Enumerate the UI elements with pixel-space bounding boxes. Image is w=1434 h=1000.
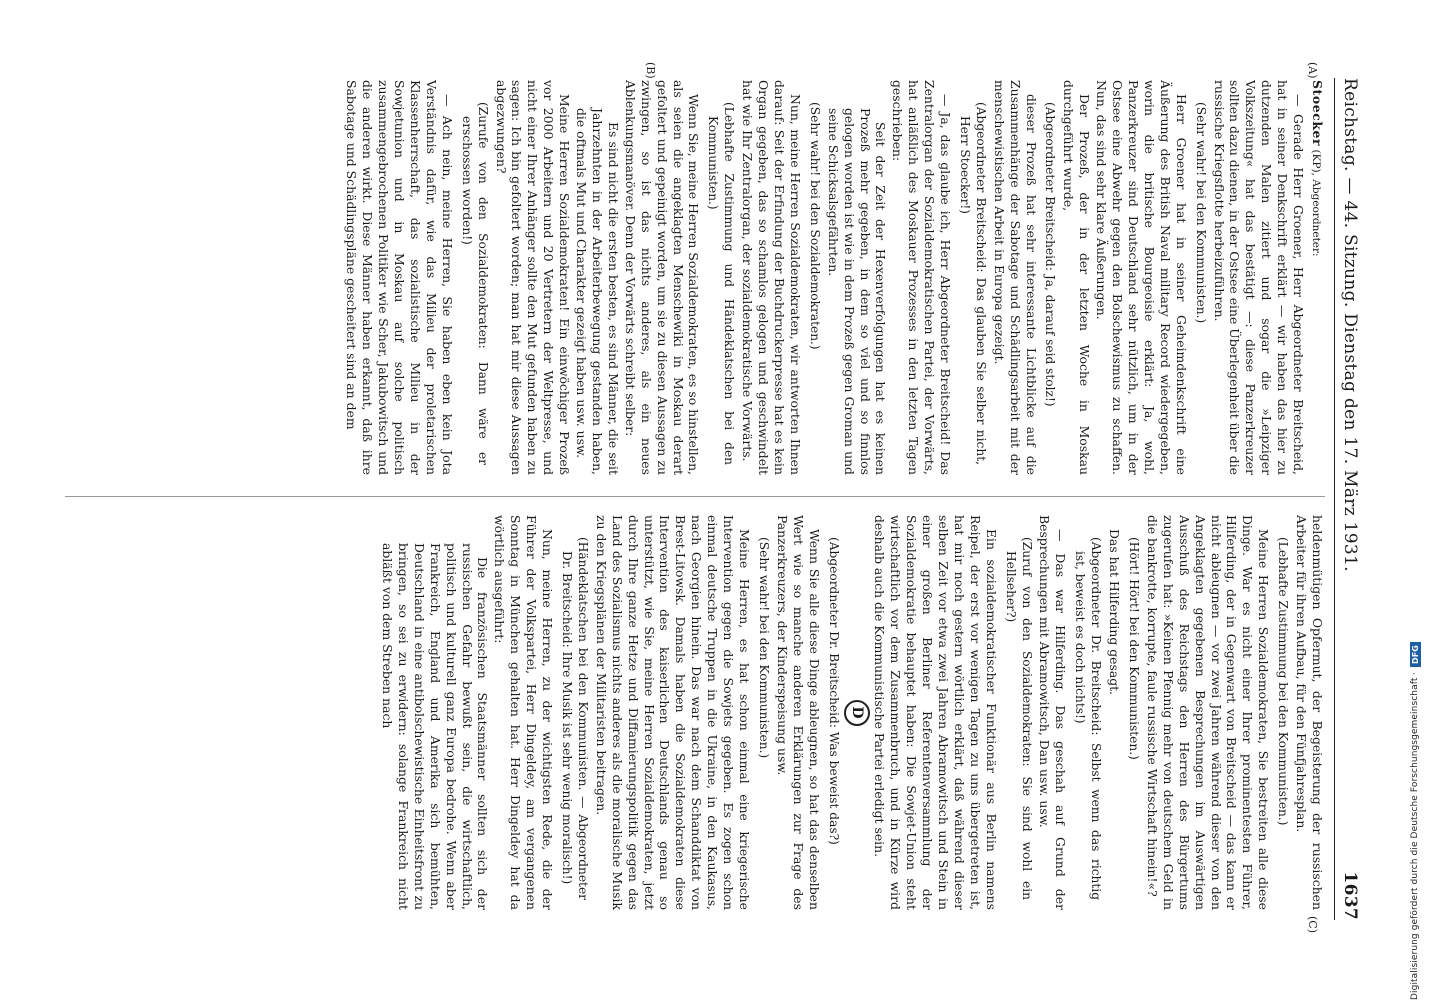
interjection: (Zuruf von den Sozialdemokraten: Sie sind wohl ein Hellseher?) [1003, 537, 1034, 900]
paragraph: — Das war Hilferding. Das geschah auf Grund der Besprechungen mit Abramowitsch, Dan usw. usw. [1037, 515, 1069, 910]
paragraph: — Ja, das glaube ich, Herr Abgeordneter Breitscheid! Das Zentralorgan der Sozialdemokratischen Partei, der Vorwärts, hat anläßlich des Moskauer Prozesses in den letzten Tagen geschrieben: [890, 80, 954, 475]
interjection: (Sehr wahr! bei den Kommunisten.) [1193, 102, 1208, 324]
running-title: Reichstag. — 44. Sitzung. Dienstag den 17. März 1931. [1340, 78, 1360, 572]
interjection: (Abgeordneter Breitscheid: Das glauben Sie selber nicht, Herr Stoecker!) [957, 102, 988, 465]
margin-mark-b: (B) [644, 62, 657, 79]
paragraph: Herr Groener hat in seiner Geheimdenkschrift eine Äußerung des British Naval military Record wiedergegeben, worin die britische Bourgeoisie erklärt: Ja, wohl, Panzerkreuzer sind Deutschland sehr nützlich, um in der Ostsee eine Abwehr gegen den Bolschewismus zu schaffen. Nun, das sind sehr klare Äußerungen. [1094, 80, 1189, 475]
interjection: (Sehr wahr! bei den Kommunisten.) [756, 537, 771, 759]
interjection: (Händeklatschen bei den Kommunisten. — Abgeordneter Dr. Breitscheid: Ihre Musik ist sehr wenig moralisch!) [560, 537, 590, 900]
interjection: (Abgeordneter Breitscheid: Ja, darauf seid stolz!) [1043, 102, 1058, 407]
quotation: Es sind nicht die ersten besten, es sind Männer, die seit Jahrzehnten in der Arbeiterbewegung gestanden haben, die oftmals Mut und Charakter gezeigt haben usw. usw. [574, 108, 621, 475]
paragraph: Meine Herren, es hat schon einmal eine kriegerische Intervention gegen die Sowjets gegeben. Es zogen schon einmal deutsche Truppen in die Ukraine, in den Kaukasus, nach Georgien hinein. Das war nach dem Schanddiktat von Brest-Litowsk. Damals haben die Sozialdemokraten diese Intervention des kaiserlichen Deutschlands genau so unterstützt, wie Sie, meine Herren Sozialdemokraten, jetzt durch Ihre ganze Hetze und Diffamierungspolitik gegen das Land des Sozialismus nichts anderes als die moralische Musik zu den Kriegsplänen der Militaristen beitragen. [593, 515, 752, 910]
page-number: 1637 [1340, 871, 1360, 920]
right-column [63, 515, 1325, 910]
interjection: (Hört! Hört! bei den Kommunisten.) [1127, 537, 1142, 760]
left-column [63, 80, 1325, 475]
section-marker-d: D [844, 700, 870, 726]
margin-mark-a: (A) [1306, 62, 1319, 79]
paragraph: heldenmütigen Opfermut, der Begeisterung der russischen Arbeiter für ihren Aufbau, für den Fünfjahresplan. [1294, 515, 1325, 910]
paragraph: Meine Herren Sozialdemokraten, Sie bestreiten alle diese Dinge. War es nicht einer Ihrer prominentesten Führer, Hilferding, der in Gegenwart von Breitscheid — das kann er nicht ableugnen — vor zwei Jahren während dieser von den Angeklagten gegebenen Besprechungen im Auswärtigen Ausschuß des Reichstags den Herren des Bürgertums zugerufen hat: »Keinen Pfennig mehr von deutschem Geld in die bankrotte, korrupte, faule russische Wirtschaft hinein!«? [1144, 515, 1272, 910]
paragraph: Nun, meine Herren, zu der wichtigsten Rede, die der Führer der Volkspartei, Herr Dingeldey, am vergangenen Sonntag in München gehalten hat. Herr Dingeldey hat da wörtlich ausgeführt: [492, 515, 556, 910]
speaker-party: (KP), Abgeordneter: [1310, 146, 1322, 257]
interjection: (Sehr wahr! bei den Sozialdemokraten.) [807, 102, 822, 350]
speaker-line [1307, 80, 1325, 475]
quotation: Seit der Zeit der Hexenverfolgungen hat es keinen Prozeß mehr gegeben, in dem so viel und so finnlos gelogen worden ist wie in dem Prozeß gegen Groman und seine Schicksalsgefährten. [825, 108, 889, 475]
speaker-name: Stoecker [1310, 80, 1325, 147]
column-divider [65, 496, 1325, 497]
paragraph: Der Prozeß, der in der letzten Woche in Moskau durchgeführt wurde, [1061, 80, 1093, 475]
dfg-logo: DFG [1410, 642, 1421, 667]
paragraph: Nun, meine Herren Sozialdemokraten, wir antworten Ihnen darauf: Seit der Erfindung der Buchdruckerpresse hat es kein Organ gegeben, das so schamlos gelogen und geschwindelt hat wie Ihr Zentralorgan, der sozialdemokratische Vorwärts. [740, 80, 803, 475]
interjection: (Lebhafte Zustimmung und Händeklatschen bei den Kommunisten.) [706, 102, 737, 465]
paragraph: Wenn Sie alle diese Dinge ableugnen, so hat das denselben Wert wie so manche anderen Erklärungen zur Frage des Panzerkreuzers, der Kinderspeisung usw. [774, 515, 822, 910]
margin-mark-c: (C) [1306, 916, 1319, 933]
paragraph: Meine Herren Sozialdemokraten! Ein einwöchiger Prozeß vor 2000 Arbeitern und 20 Vertretern der Weltpresse, und nicht einer Ihrer Anhänger sollte den Mut gefunden haben zu sagen: Ich bin gefoltert worden; man hat mir diese Aussagen abgezwungen? [493, 80, 573, 475]
paragraph: — Ach nein, meine Herren, Sie haben eben kein Jota Verständnis dafür, wie das Milieu der proletarischen Klassenherrschaft, das sozialistische Milieu in der Sowjetunion und in Moskau auf solche politisch zusammengebrochenen Politiker wie Scher, Jakubowitsch und die anderen wirkt. Diese Männer haben erkannt, daß ihre Sabotage und Schädlingspläne gescheitert sind an dem [344, 80, 455, 475]
digitization-stamp: Digitalisierung gefördert durch die Deutsche Forschungsgemeinschaft · DFG [1410, 8, 1432, 1000]
paragraph: — Gerade Herr Groener, Herr Abgeordneter Breitscheid, hat in seiner Denkschrift erklärt — wir haben das hier zu dutzenden Malen zitiert und sogar die »Leipziger Volkszeitung« hat das bestätigt —: diese Panzerkreuzer sollten dazu dienen, in der Ostsee eine Überlegenheit über die russische Kriegsflotte herbeizuführen. [1211, 80, 1307, 475]
interjection: (Lebhafte Zustimmung bei den Kommunisten.) [1276, 537, 1291, 826]
interjection: (Abgeordneter Dr. Breitscheid: Selbst wenn das richtig ist, beweist es doch nichts!) [1073, 537, 1104, 900]
paragraph: Ein sozialdemokratischer Funktionär aus Berlin namens Reipel, der erst vor wenigen Tagen zu uns übergetreten ist, hat mir noch gestern wörtlich erklärt, daß während dieser selben Zeit vor etwa zwei Jahren Abramowitsch und Stein in einer großen Berliner Referentenversammlung der Sozialdemokratie behauptet haben: Die Sowjet-Union steht wirtschaftlich vor dem Zusammenbruch, und in Kürze wird deshalb auch die Kommunistische Partei erledigt sein. [872, 515, 999, 910]
stamp-text: Digitalisierung gefördert durch die Deutsche Forschungsgemeinschaft [1410, 677, 1420, 1000]
page-header [1334, 78, 1365, 920]
document-page [57, 60, 1377, 940]
paragraph: Wenn Sie, meine Herren Sozialdemokraten, es so hinstellen, als seien die angeklagten Menschewiki in Moskau derart gefoltert und gepeinigt worden, um sie zu diesen Aussagen zu zwingen, so ist das nichts anderes, als ein neues Ablenkungsmanöver. Denn der Vorwärts schreibt selber: [622, 80, 702, 475]
interjection: (Zurufe von den Sozialdemokraten: Dann wäre er erschossen worden!) [459, 102, 490, 465]
paragraph: dieser Prozeß hat sehr interessante Lichtblicke auf die Zusammenhänge der Sabotage und Schädlingsarbeit mit der menschewistischen Arbeit in Europa gezeigt. [991, 80, 1039, 475]
interjection: (Abgeordneter Dr. Breitscheid: Was beweist das?) [826, 537, 841, 845]
quotation: Die französischen Staatsmänner sollten sich der russischen Gefahr bewußt sein, die wirtschaftlich, politisch und kulturell ganz Europa bedrohe. Wenn aber Frankreich, England und Amerika sich bemühten, Deutschland in eine antibolschewistische Einheitsfront zu bringen, so sei zu erwidern: solange Frankreich nicht abläßt von dem Streben nach [380, 543, 491, 910]
paragraph: Das hat Hilferding gesagt. [1107, 529, 1123, 696]
